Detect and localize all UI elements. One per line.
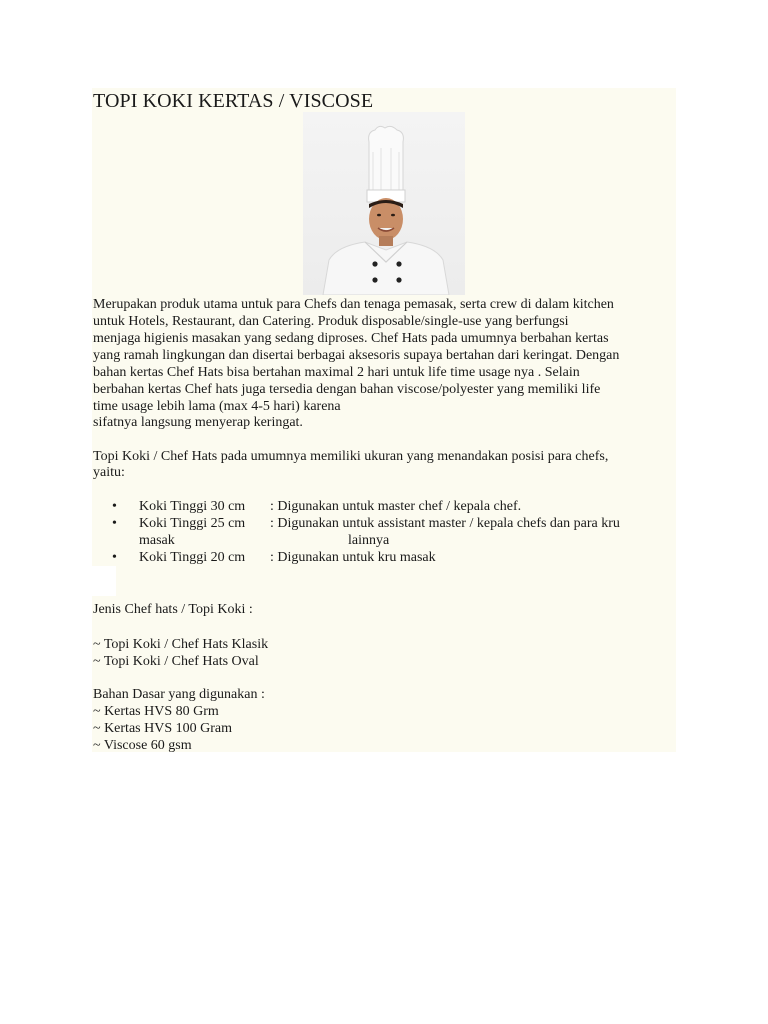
paragraph-1-line-7: time usage lebih lama (max 4-5 hari) karena xyxy=(93,399,341,414)
types-heading: Jenis Chef hats / Topi Koki : xyxy=(93,602,253,617)
material-item-3: ~ Viscose 60 gsm xyxy=(93,738,192,753)
paragraph-2-line-1: Topi Koki / Chef Hats pada umumnya memiliki ukuran yang menandakan posisi para chefs, xyxy=(93,449,609,464)
paragraph-1-line-8: sifatnya langsung menyerap keringat. xyxy=(93,415,303,430)
paragraph-1-line-5: bahan kertas Chef Hats bisa bertahan maximal 2 hari untuk life time usage nya . Selain xyxy=(93,365,580,380)
hat-size-description: : Digunakan untuk master chef / kepala chef. xyxy=(270,499,522,514)
paragraph-1-line-6: berbahan kertas Chef hats juga tersedia dengan bahan viscose/polyester yang memiliki life xyxy=(93,382,601,397)
hat-size: Koki Tinggi 30 cm xyxy=(139,499,246,514)
paragraph-1-line-1: Merupakan produk utama untuk para Chefs dan tenaga pemasak, serta crew di dalam kitchen xyxy=(93,297,614,312)
hat-size-description-continued-right: lainnya xyxy=(348,533,390,548)
hat-size-description: : Digunakan untuk kru masak xyxy=(270,550,436,565)
type-item-2: ~ Topi Koki / Chef Hats Oval xyxy=(93,654,259,669)
chef-illustration xyxy=(303,112,465,295)
hat-size-description-continued: masak xyxy=(139,533,175,548)
document-background-gap xyxy=(92,566,116,596)
materials-heading: Bahan Dasar yang digunakan : xyxy=(93,687,265,702)
paragraph-1-line-3: menjaga higienis masakan yang sedang diproses. Chef Hats pada umumnya berbahan kertas xyxy=(93,331,609,346)
hat-size-description: : Digunakan untuk assistant master / kepala chefs dan para kru xyxy=(270,516,620,531)
paragraph-1-line-4: yang ramah lingkungan dan disertai berbagai aksesoris supaya bertahan dari keringat. Dengan xyxy=(93,348,620,363)
hat-size: Koki Tinggi 20 cm xyxy=(139,550,246,565)
material-item-2: ~ Kertas HVS 100 Gram xyxy=(93,721,232,736)
material-item-1: ~ Kertas HVS 80 Grm xyxy=(93,704,219,719)
chef-photo xyxy=(303,112,465,295)
paragraph-2-line-2: yaitu: xyxy=(93,465,125,480)
paragraph-1-line-2: untuk Hotels, Restaurant, dan Catering. Produk disposable/single-use yang berfungsi xyxy=(93,314,569,329)
bullet-icon: • xyxy=(112,516,117,531)
type-item-1: ~ Topi Koki / Chef Hats Klasik xyxy=(93,637,269,652)
document-title: TOPI KOKI KERTAS / VISCOSE xyxy=(93,90,374,112)
hat-size: Koki Tinggi 25 cm xyxy=(139,516,246,531)
bullet-icon: • xyxy=(112,499,117,514)
bullet-icon: • xyxy=(112,550,117,565)
